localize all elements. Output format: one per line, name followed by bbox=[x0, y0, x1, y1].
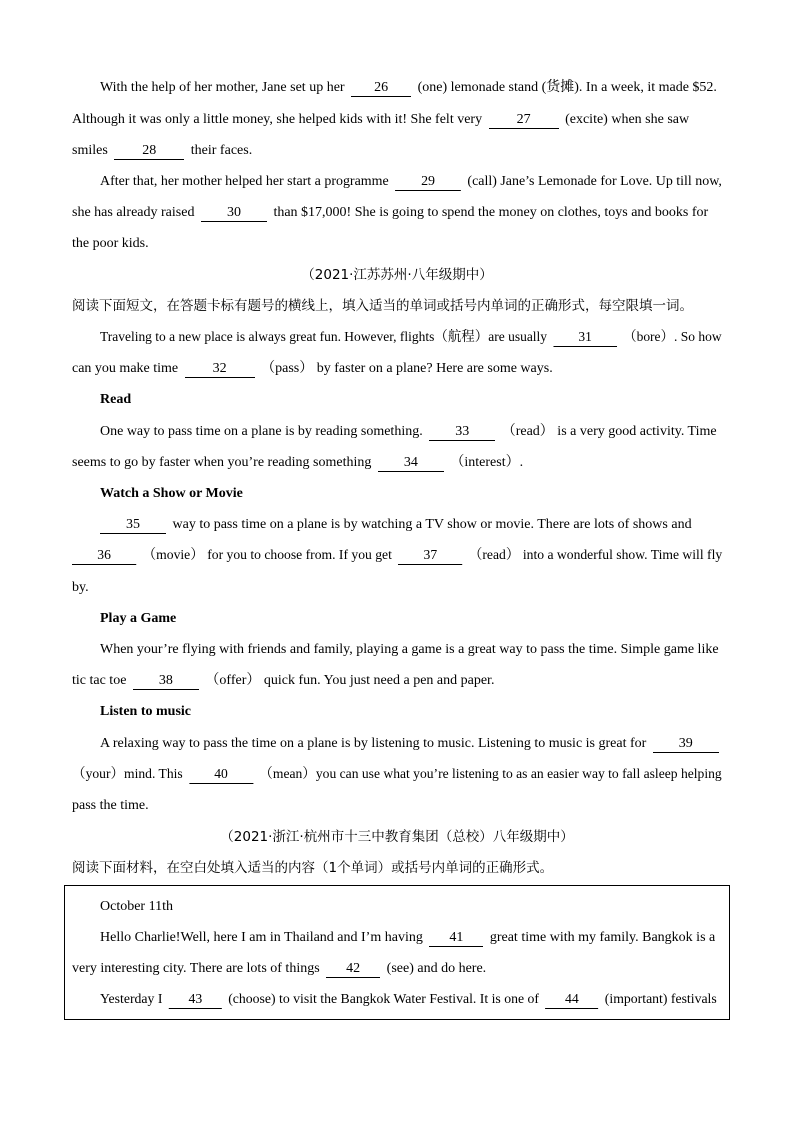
text: she has already raised bbox=[72, 205, 195, 220]
text-line bbox=[72, 671, 494, 691]
text: （read） is a very good activity. Time bbox=[501, 424, 717, 439]
text: （mean）you can use what you’re listening to as an easier way to fall asleep helping bbox=[259, 767, 722, 782]
text: than $17,000! She is going to spend the money on clothes, toys and books for bbox=[273, 205, 709, 220]
blank-38[interactable]: 38 bbox=[133, 673, 199, 690]
blank-36[interactable]: 36 bbox=[72, 548, 136, 565]
text-line bbox=[72, 453, 523, 473]
text-line bbox=[72, 546, 722, 566]
blank-26[interactable]: 26 bbox=[351, 80, 411, 97]
text: (see) and do here. bbox=[386, 961, 487, 976]
section-source: （2021·江苏苏州·八年级期中） bbox=[301, 267, 493, 283]
text: great time with my family. Bangkok is a bbox=[489, 930, 716, 945]
text: (choose) to visit the Bangkok Water Festival. It is one of bbox=[228, 992, 539, 1007]
text: （offer） quick fun. You just need a pen and paper. bbox=[205, 673, 495, 688]
text: seems to go by faster when you’re reading something bbox=[72, 455, 372, 470]
blank-32[interactable]: 32 bbox=[185, 361, 255, 378]
text: Although it was only a little money, she helped kids with it! She felt very bbox=[72, 112, 483, 127]
text: very interesting city. There are lots of things bbox=[72, 961, 320, 976]
blank-34[interactable]: 34 bbox=[378, 455, 444, 472]
text: way to pass time on a plane is by watching a TV show or movie. There are lots of shows and bbox=[172, 517, 692, 532]
text: Hello Charlie!Well, here I am in Thailand and I’m having bbox=[100, 930, 423, 945]
text-line bbox=[100, 515, 692, 535]
text: Yesterday I bbox=[100, 992, 163, 1007]
text: tic tac toe bbox=[72, 673, 127, 688]
text: （read） into a wonderful show. Time will fly bbox=[468, 548, 723, 563]
blank-30[interactable]: 30 bbox=[201, 205, 267, 222]
blank-41[interactable]: 41 bbox=[429, 930, 483, 947]
blank-31[interactable]: 31 bbox=[553, 330, 617, 347]
blank-40[interactable]: 40 bbox=[189, 767, 253, 784]
text: (important) festivals bbox=[604, 992, 717, 1007]
text: （interest）. bbox=[450, 455, 524, 470]
text-line bbox=[100, 990, 717, 1010]
letter-box bbox=[64, 885, 730, 1020]
text: (call) Jane’s Lemonade for Love. Up till now, bbox=[467, 174, 722, 189]
blank-35[interactable]: 35 bbox=[100, 517, 166, 534]
blank-33[interactable]: 33 bbox=[429, 424, 495, 441]
text: （movie） for you to choose from. If you get bbox=[142, 548, 392, 563]
blank-29[interactable]: 29 bbox=[395, 174, 461, 191]
text-line bbox=[72, 203, 708, 223]
text: After that, her mother helped her start a programme bbox=[100, 174, 389, 189]
heading-watch: Watch a Show or Movie bbox=[100, 486, 243, 501]
letter-date: October 11th bbox=[100, 899, 173, 914]
heading-music: Listen to music bbox=[100, 704, 191, 719]
text: (excite) when she saw bbox=[565, 112, 690, 127]
text-line bbox=[100, 734, 722, 754]
text: their faces. bbox=[190, 143, 253, 158]
blank-27[interactable]: 27 bbox=[489, 112, 559, 129]
blank-44[interactable]: 44 bbox=[545, 992, 598, 1009]
heading-game: Play a Game bbox=[100, 611, 177, 626]
text-line bbox=[72, 110, 689, 130]
blank-39[interactable]: 39 bbox=[653, 736, 719, 753]
text: （your）mind. This bbox=[72, 767, 183, 782]
text-line bbox=[72, 765, 722, 785]
blank-43[interactable]: 43 bbox=[169, 992, 222, 1009]
section-source: （2021·浙江·杭州市十三中教育集团（总校）八年级期中） bbox=[220, 829, 574, 845]
text-line: pass the time. bbox=[72, 798, 149, 813]
text: A relaxing way to pass the time on a plane is by listening to music. Listening to music is great for bbox=[100, 736, 647, 751]
text-line bbox=[72, 141, 252, 161]
text-line bbox=[100, 78, 717, 98]
text: With the help of her mother, Jane set up her bbox=[100, 80, 345, 95]
text-line: the poor kids. bbox=[72, 236, 149, 251]
text-line bbox=[72, 959, 486, 979]
blank-37[interactable]: 37 bbox=[398, 548, 462, 565]
text: （pass） by faster on a plane? Here are some ways. bbox=[261, 361, 553, 376]
text-line: When your’re flying with friends and family, playing a game is a great way to pass the time. Simple game like bbox=[100, 642, 719, 657]
text-line bbox=[100, 422, 717, 442]
text: can you make time bbox=[72, 361, 179, 376]
text-line bbox=[100, 328, 722, 348]
text: smiles bbox=[72, 143, 108, 158]
blank-28[interactable]: 28 bbox=[114, 143, 184, 160]
section-instruction: 阅读下面材料，在空白处填入适当的内容（1个单词）或括号内单词的正确形式。 bbox=[72, 860, 554, 876]
text: One way to pass time on a plane is by reading something. bbox=[100, 424, 423, 439]
text-line: by. bbox=[72, 580, 89, 595]
text-line bbox=[72, 359, 553, 379]
text-line bbox=[100, 172, 722, 192]
text: (one) lemonade stand (货摊). In a week, it made $52. bbox=[417, 80, 717, 95]
text: （bore）. So how bbox=[623, 330, 722, 345]
blank-42[interactable]: 42 bbox=[326, 961, 380, 978]
heading-read: Read bbox=[100, 392, 132, 407]
text-line bbox=[100, 928, 715, 948]
section-instruction: 阅读下面短文，在答题卡标有题号的横线上，填入适当的单词或括号内单词的正确形式，每空限填一词。 bbox=[72, 298, 693, 314]
text: Traveling to a new place is always great fun. However, flights（航程）are usually bbox=[100, 330, 548, 345]
